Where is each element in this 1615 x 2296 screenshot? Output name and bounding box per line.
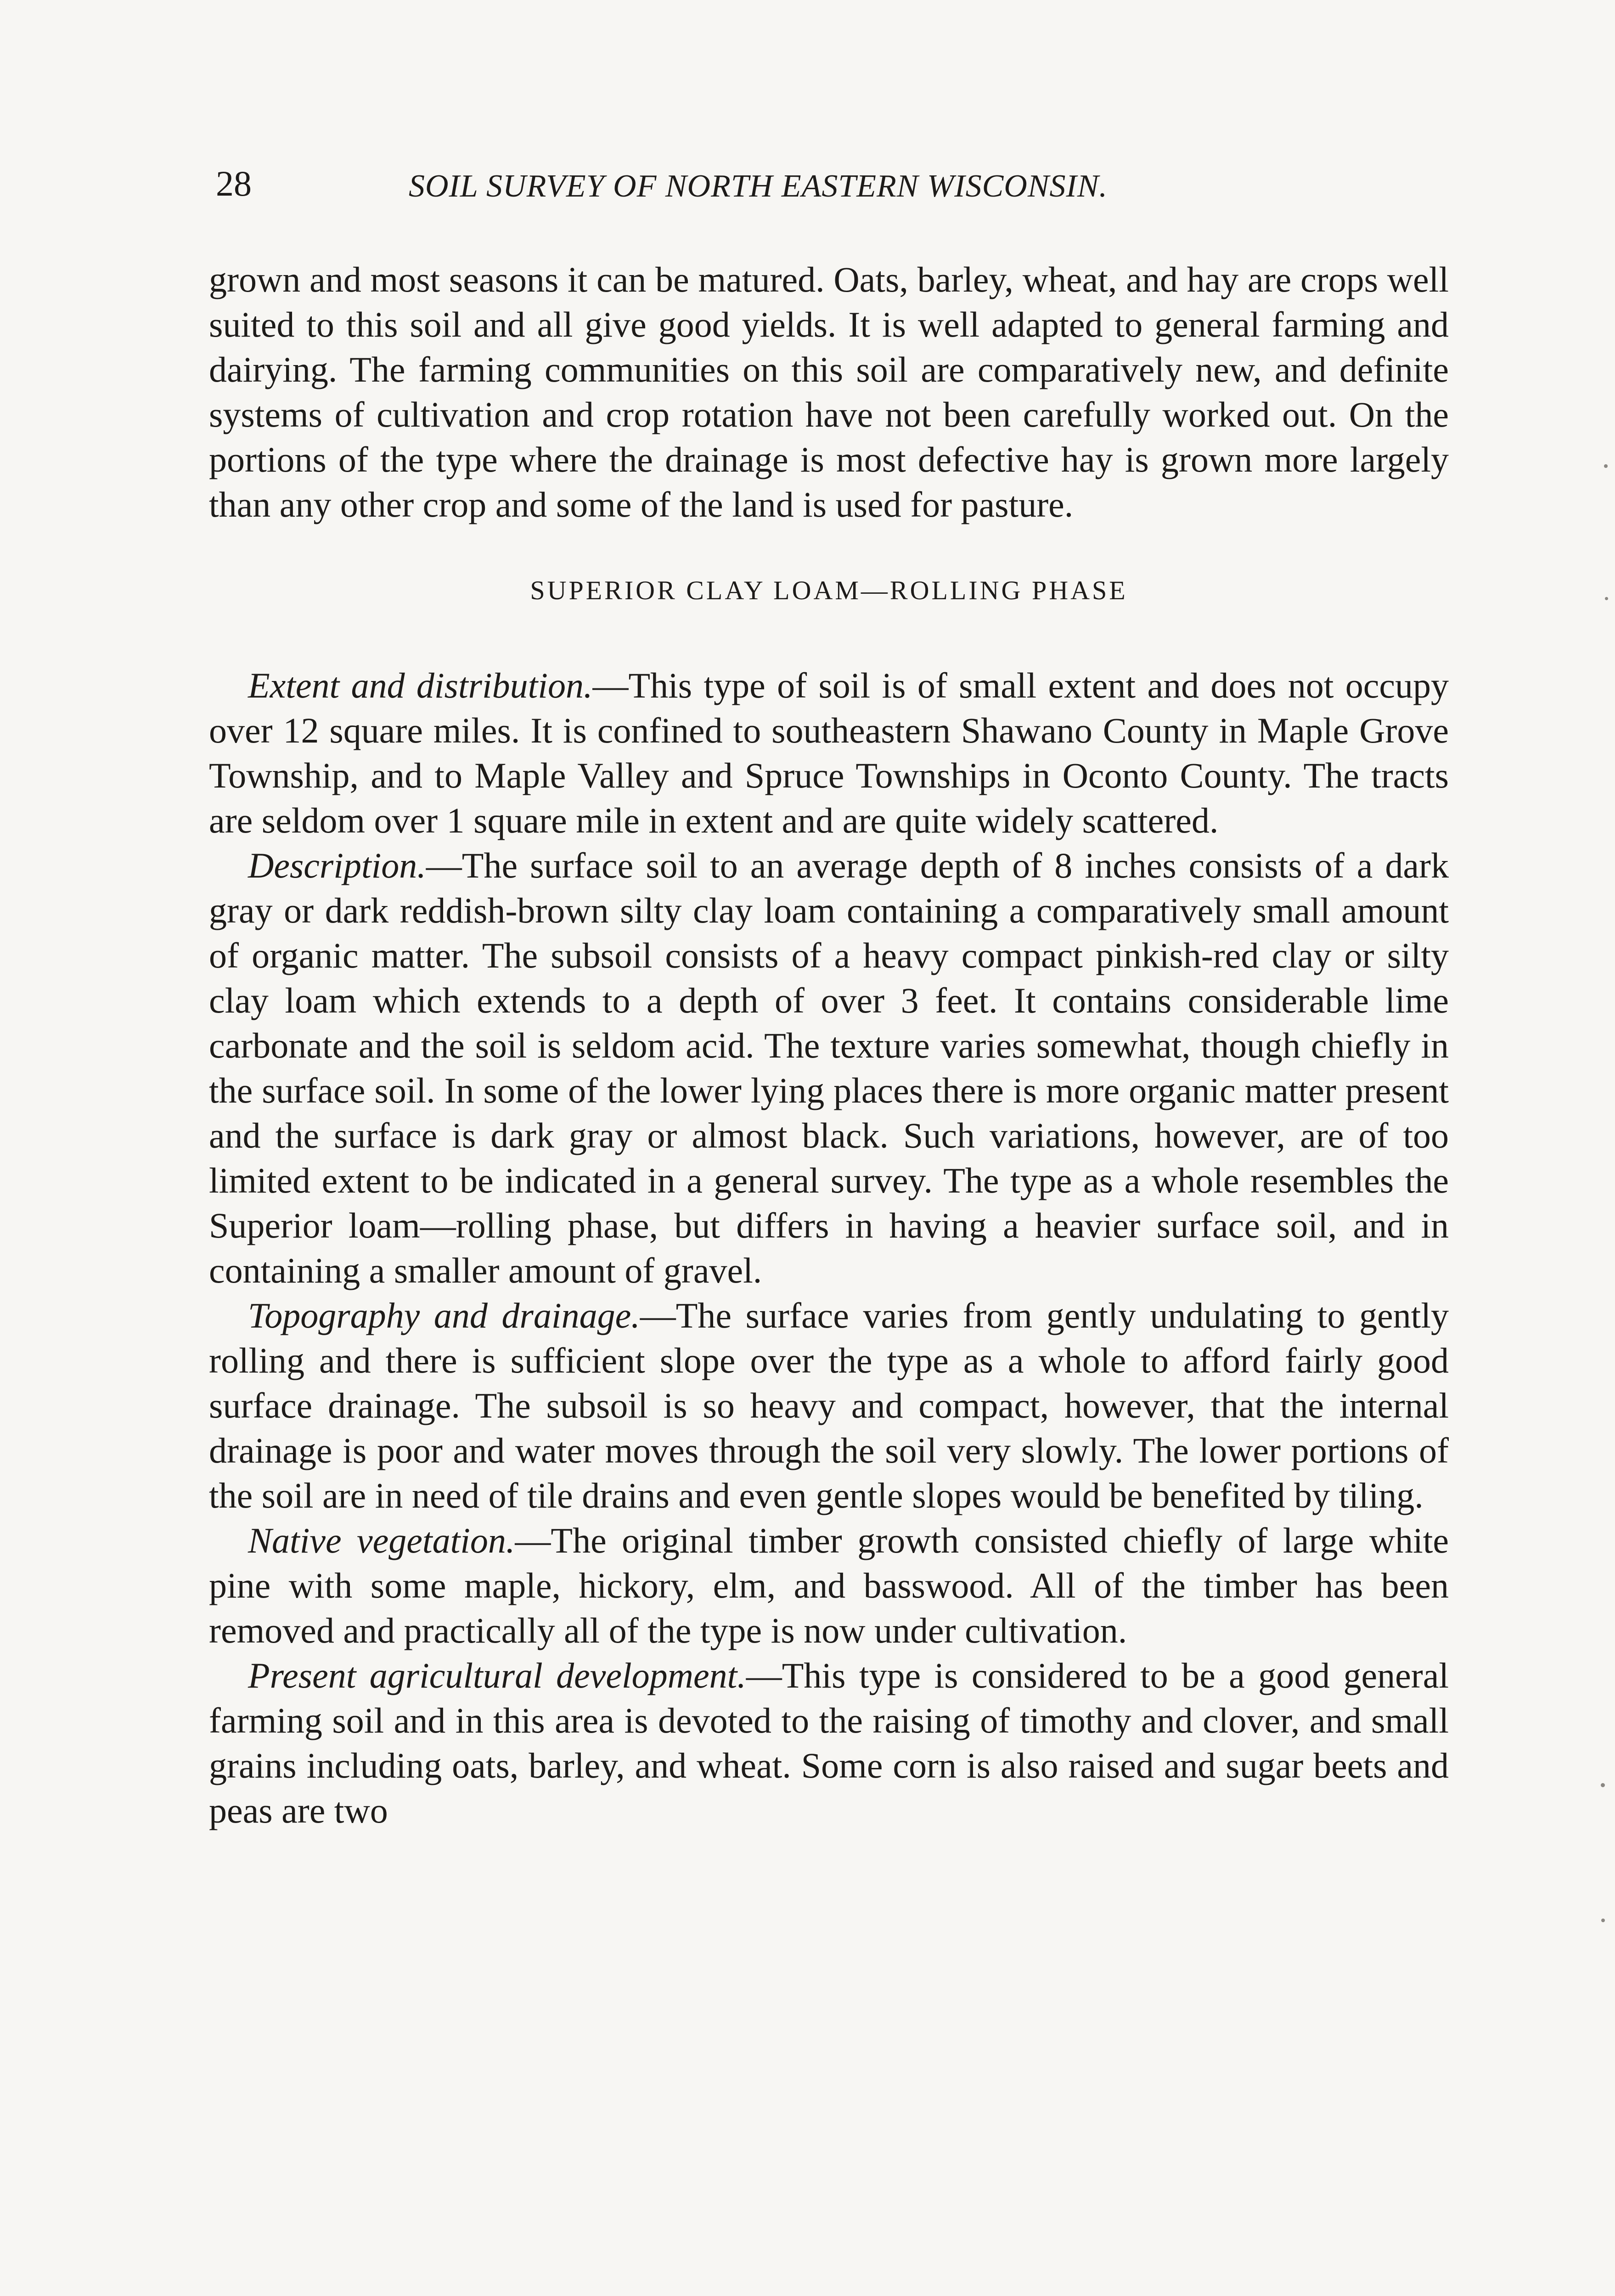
scan-speck xyxy=(1605,597,1608,600)
document-body xyxy=(209,257,1449,1833)
scan-speck xyxy=(1604,464,1608,468)
section-heading: SUPERIOR CLAY LOAM—ROLLING PHASE xyxy=(530,575,1128,605)
paragraph-lead-in: Native vegetation. xyxy=(248,1520,515,1560)
paragraph-text: —The surface varies from gently undulating to gently rolling and there is sufficient slope over the type as a whole to afford fairly good surface drainage. The subsoil is so heavy and compact, however, that the internal drainage is poor and water moves through the soil very slowly. The lower portions of the soil are in need of tile drains and even gentle slopes would be benefited by tiling. xyxy=(209,1295,1449,1515)
paragraph-description xyxy=(209,843,1449,1293)
paragraph-text: —This type is considered to be a good general farming soil and in this area is devoted to the raising of timothy and clover, and small grains including oats, barley, and wheat. Some corn is also raised and sugar beets and peas are two xyxy=(209,1655,1449,1830)
paragraph-lead-in: Present agricultural development. xyxy=(248,1655,746,1695)
continuation-paragraph: grown and most seasons it can be matured. Oats, barley, wheat, and hay are crops well suited to this soil and all give good yields. It is well adapted to general farming and dairying. The farming communities on this soil are comparatively new, and definite systems of cultivation and crop rotation have not been carefully worked out. On the portions of the type where the drainage is most defective hay is grown more largely than any other crop and some of the land is used for pasture. xyxy=(209,259,1449,524)
paragraph-lead-in: Topography and drainage. xyxy=(248,1295,640,1335)
paragraph-text: —The original timber growth consisted chiefly of large white pine with some maple, hickory, elm, and basswood. All of the timber has been removed and practically all of the type is now under cultivation. xyxy=(209,1520,1449,1650)
paragraph-lead-in: Extent and distribution. xyxy=(248,665,593,705)
paragraph-topography-drainage xyxy=(209,1293,1449,1518)
page-header xyxy=(216,158,1456,209)
paragraph-native-vegetation xyxy=(209,1518,1449,1653)
running-title: SOIL SURVEY OF NORTH EASTERN WISCONSIN. xyxy=(409,169,1108,204)
paragraph-lead-in: Description. xyxy=(248,845,426,885)
paragraph-extent-distribution xyxy=(209,663,1449,843)
paragraph-text: —The surface soil to an average depth of 8 inches consists of a dark gray or dark reddish-brown silty clay loam containing a comparatively small amount of organic matter. The subsoil consists of a heavy compact pinkish-red clay or silty clay loam which extends to a depth of over 3 feet. It contains considerable lime carbonate and the soil is seldom acid. The texture varies somewhat, though chiefly in the surface soil. In some of the lower lying places there is more organic matter present and the surface is dark gray or almost black. Such variations, however, are of too limited extent to be indicated in a general survey. The type as a whole resembles the Superior loam—rolling phase, but differs in having a heavier surface soil, and in containing a smaller amount of gravel. xyxy=(209,845,1449,1290)
paragraph-text: —This type of soil is of small extent and does not occupy over 12 square miles. It is confined to southeastern Shawano County in Maple Grove Township, and to Maple Valley and Spruce Townships in Oconto County. The tracts are seldom over 1 square mile in extent and are quite widely scattered. xyxy=(209,665,1449,840)
scan-speck xyxy=(1601,1783,1605,1787)
scan-speck xyxy=(1601,1919,1605,1922)
page-number: 28 xyxy=(216,163,252,203)
paragraph-agricultural-development xyxy=(209,1653,1449,1833)
